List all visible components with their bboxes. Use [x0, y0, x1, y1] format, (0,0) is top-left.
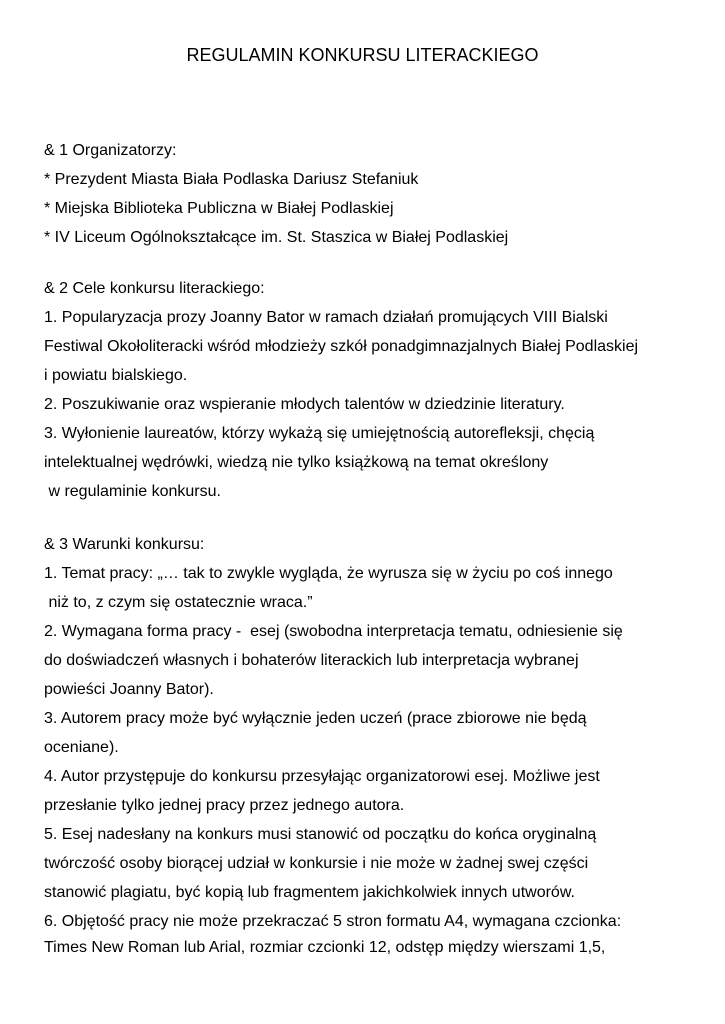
- section-2-line: w regulaminie konkursu.: [44, 483, 221, 500]
- section-3-line: niż to, z czym się ostatecznie wraca.”: [44, 594, 313, 611]
- section-2-line: intelektualnej wędrówki, wiedzą nie tylko książkową na temat określony: [44, 454, 549, 471]
- section-1-heading: & 1 Organizatorzy:: [44, 142, 177, 159]
- section-3-line: przesłanie tylko jednej pracy przez jednego autora.: [44, 797, 405, 814]
- section-2-heading: & 2 Cele konkursu literackiego:: [44, 280, 265, 297]
- section-3-line: 4. Autor przystępuje do konkursu przesyłając organizatorowi esej. Możliwe jest: [44, 768, 600, 785]
- section-2-line: 3. Wyłonienie laureatów, którzy wykażą się umiejętnością autorefleksji, chęcią: [44, 425, 595, 442]
- section-3-line: 1. Temat pracy: „… tak to zwykle wygląda, że wyrusza się w życiu po coś innego: [44, 565, 613, 582]
- section-3-line: oceniane).: [44, 739, 119, 756]
- section-3-line: 3. Autorem pracy może być wyłącznie jeden uczeń (prace zbiorowe nie będą: [44, 710, 587, 727]
- section-1-line: * Prezydent Miasta Biała Podlaska Dariusz Stefaniuk: [44, 171, 419, 188]
- section-3-line: stanowić plagiatu, być kopią lub fragmentem jakichkolwiek innych utworów.: [44, 884, 575, 901]
- section-3-line: 5. Esej nadesłany na konkurs musi stanowić od początku do końca oryginalną: [44, 826, 597, 843]
- section-3-line: powieści Joanny Bator).: [44, 681, 214, 698]
- section-2-line: i powiatu bialskiego.: [44, 367, 188, 384]
- section-3-line: 2. Wymagana forma pracy - esej (swobodna interpretacja tematu, odniesienie się: [44, 623, 623, 640]
- section-1-line: * IV Liceum Ogólnokształcące im. St. Staszica w Białej Podlaskiej: [44, 229, 509, 246]
- section-2-line: 1. Popularyzacja prozy Joanny Bator w ramach działań promujących VIII Bialski: [44, 309, 608, 326]
- document-title: REGULAMIN KONKURSU LITERACKIEGO: [186, 45, 539, 65]
- section-3-line: do doświadczeń własnych i bohaterów literackich lub interpretacja wybranej: [44, 652, 579, 669]
- section-2-line: 2. Poszukiwanie oraz wspieranie młodych talentów w dziedzinie literatury.: [44, 396, 565, 413]
- section-3-line: twórczość osoby biorącej udział w konkursie i nie może w żadnej swej części: [44, 855, 589, 872]
- section-2-line: Festiwal Okołoliteracki wśród młodzieży szkół ponadgimnazjalnych Białej Podlaskiej: [44, 338, 639, 355]
- section-3-line: 6. Objętość pracy nie może przekraczać 5 stron formatu A4, wymagana czcionka:: [44, 913, 622, 930]
- section-3-heading: & 3 Warunki konkursu:: [44, 536, 205, 553]
- section-3-line: Times New Roman lub Arial, rozmiar czcionki 12, odstęp między wierszami 1,5,: [44, 939, 606, 956]
- section-1-line: * Miejska Biblioteka Publiczna w Białej Podlaskiej: [44, 200, 394, 217]
